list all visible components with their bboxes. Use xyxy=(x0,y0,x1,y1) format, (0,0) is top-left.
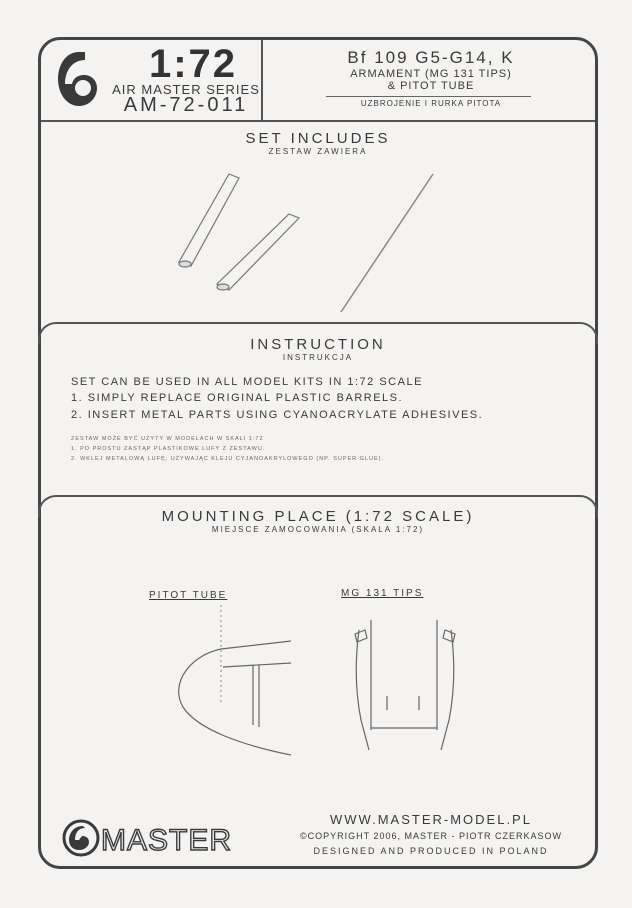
title-rule xyxy=(326,96,531,97)
mg131-cowl-drawing xyxy=(341,610,471,760)
series-label: AIR MASTER SERIES xyxy=(112,82,260,97)
master-logo-icon xyxy=(55,48,103,110)
instruction-line-1: SET CAN BE USED IN ALL MODEL KITS IN 1:72 SCALE xyxy=(71,376,423,388)
brand-text: MASTER xyxy=(101,824,233,857)
instruction-line-2: 1. SIMPLY REPLACE ORIGINAL PLASTIC BARRELS. xyxy=(71,392,404,404)
mounting-subtitle: MIEJSCE ZAMOCOWANIA (SKALA 1:72) xyxy=(211,525,425,534)
barrel-part-1 xyxy=(179,174,239,267)
product-subtitle-1: ARMAMENT (MG 131 TIPS) xyxy=(350,68,512,80)
barrel-part-2 xyxy=(217,214,299,290)
instruction-pl-line-3: 2. WKLEJ METALOWĄ LUFĘ, UŻYWAJĄC KLEJU CYJANOAKRYLOWEGO (NP. SUPER GLUE). xyxy=(71,456,385,462)
instruction-subtitle: INSTRUKCJA xyxy=(282,353,354,362)
scale-label: 1:72 xyxy=(148,42,238,86)
copyright-text: ©COPYRIGHT 2006, MASTER - PIOTR CZERKASOW xyxy=(299,831,562,841)
pitot-tube-label: PITOT TUBE xyxy=(149,590,228,601)
pitot-tube-part xyxy=(341,174,433,312)
set-includes-title: SET INCLUDES xyxy=(245,130,391,147)
set-includes-section xyxy=(41,130,595,156)
product-title: Bf 109 G5-G14, K xyxy=(347,48,515,67)
header-divider xyxy=(41,120,595,122)
instruction-sheet xyxy=(38,37,598,869)
mounting-title: MOUNTING PLACE (1:72 SCALE) xyxy=(161,508,475,525)
instruction-section xyxy=(41,336,595,362)
product-title-pl: UZBROJENIE I RURKA PITOTA xyxy=(360,99,502,108)
designed-text: DESIGNED AND PRODUCED IN POLAND xyxy=(313,846,549,856)
mg131-tips-label: MG 131 TIPS xyxy=(341,588,424,599)
set-includes-subtitle: ZESTAW ZAWIERA xyxy=(268,147,368,156)
product-code: AM-72-011 xyxy=(123,94,249,116)
website-url[interactable]: WWW.MASTER-MODEL.PL xyxy=(330,812,532,827)
instruction-line-3: 2. INSERT METAL PARTS USING CYANOACRYLATE ADHESIVES. xyxy=(71,409,484,421)
header-divider-vertical xyxy=(261,40,263,120)
pitot-wing-drawing xyxy=(151,605,301,765)
master-brand-logo xyxy=(61,818,271,858)
product-subtitle-2: & PITOT TUBE xyxy=(387,80,475,92)
mounting-section xyxy=(41,508,595,534)
instruction-pl-line-1: ZESTAW MOŻE BYĆ UŻYTY W MODELACH W SKALI 1:72 xyxy=(71,436,264,442)
parts-illustration xyxy=(161,170,461,320)
instruction-pl-line-2: 1. PO PROSTU ZASTĄP PLASTIKOWE LUFY Z ZESTAWU. xyxy=(71,446,266,452)
instruction-title: INSTRUCTION xyxy=(250,336,386,353)
